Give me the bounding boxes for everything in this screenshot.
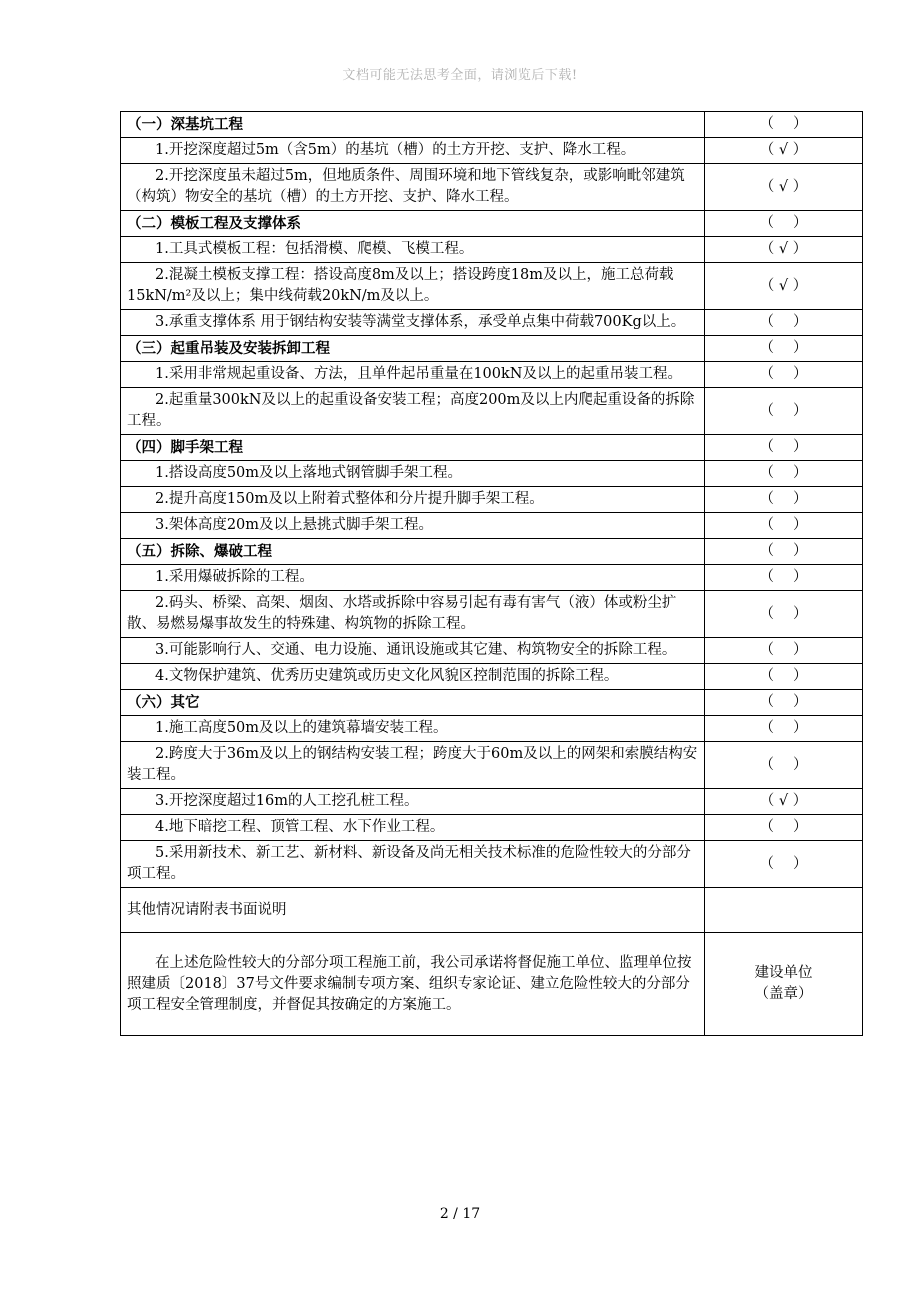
other-note-row [121, 888, 863, 933]
item-row [121, 138, 863, 164]
section-row [121, 211, 863, 237]
section-row [121, 539, 863, 565]
item-row [121, 591, 863, 638]
item-row [121, 841, 863, 888]
check-mark: （ ） [705, 565, 863, 591]
item-text: 1.施工高度50m及以上的建筑幕墙安装工程。 [121, 716, 705, 742]
section-heading: （三）起重吊装及安装拆卸工程 [121, 336, 705, 362]
item-text: 1.采用非常规起重设备、方法，且单件起吊重量在100kN及以上的起重吊装工程。 [121, 362, 705, 388]
section-heading: （四）脚手架工程 [121, 435, 705, 461]
item-text: 1.采用爆破拆除的工程。 [121, 565, 705, 591]
item-row [121, 664, 863, 690]
section-row [121, 435, 863, 461]
seal-stamp-label: （盖章） [754, 986, 813, 1002]
check-mark: （ √ ） [705, 164, 863, 211]
check-mark: （ ） [705, 435, 863, 461]
item-text: 4.文物保护建筑、优秀历史建筑或历史文化风貌区控制范围的拆除工程。 [121, 664, 705, 690]
seal-unit-label: 建设单位 [754, 965, 813, 981]
seal-cell [705, 933, 863, 1036]
item-text: 2.起重量300kN及以上的起重设备安装工程；高度200m及以上内爬起重设备的拆除工程。 [121, 388, 705, 435]
item-text: 4.地下暗挖工程、顶管工程、水下作业工程。 [121, 815, 705, 841]
item-row [121, 388, 863, 435]
section-row [121, 336, 863, 362]
check-mark: （ ） [705, 362, 863, 388]
item-row [121, 310, 863, 336]
check-mark: （ ） [705, 336, 863, 362]
check-mark: （ ） [705, 487, 863, 513]
check-mark: （ ） [705, 112, 863, 138]
item-row [121, 263, 863, 310]
check-mark: （ ） [705, 539, 863, 565]
item-row [121, 815, 863, 841]
check-mark: （ ） [705, 310, 863, 336]
item-row [121, 742, 863, 789]
check-mark: （ ） [705, 638, 863, 664]
item-row [121, 461, 863, 487]
item-row [121, 565, 863, 591]
section-heading: （一）深基坑工程 [121, 112, 705, 138]
other-note-blank [705, 888, 863, 933]
item-text: 1.开挖深度超过5m（含5m）的基坑（槽）的土方开挖、支护、降水工程。 [121, 138, 705, 164]
check-mark: （ √ ） [705, 263, 863, 310]
check-mark: （ √ ） [705, 138, 863, 164]
checklist-body [121, 112, 863, 888]
item-text: 3.架体高度20m及以上悬挑式脚手架工程。 [121, 513, 705, 539]
check-mark: （ ） [705, 716, 863, 742]
item-text: 3.可能影响行人、交通、电力设施、通讯设施或其它建、构筑物安全的拆除工程。 [121, 638, 705, 664]
check-mark: （ ） [705, 664, 863, 690]
item-row [121, 716, 863, 742]
item-text: 1.工具式模板工程：包括滑模、爬模、飞模工程。 [121, 237, 705, 263]
item-row [121, 487, 863, 513]
check-mark: （ √ ） [705, 789, 863, 815]
other-note: 其他情况请附表书面说明 [121, 888, 705, 933]
item-text: 2.提升高度150m及以上附着式整体和分片提升脚手架工程。 [121, 487, 705, 513]
commitment-text: 在上述危险性较大的分部分项工程施工前，我公司承诺将督促施工单位、监理单位按照建质〔2018〕37号文件要求编制专项方案、组织专家论证、建立危险性较大的分部分项工程安全管理制度，并督促其按确定的方案施工。 [121, 933, 705, 1036]
page-number: 2 / 17 [439, 1206, 481, 1222]
commitment-row [121, 933, 863, 1036]
item-text: 1.搭设高度50m及以上落地式钢管脚手架工程。 [121, 461, 705, 487]
item-row [121, 513, 863, 539]
item-text: 2.混凝土模板支撑工程：搭设高度8m及以上；搭设跨度18m及以上，施工总荷载15kN/m²及以上；集中线荷载20kN/m及以上。 [121, 263, 705, 310]
item-row [121, 789, 863, 815]
check-mark: （ ） [705, 841, 863, 888]
check-mark: （ ） [705, 815, 863, 841]
item-row [121, 164, 863, 211]
section-row [121, 690, 863, 716]
item-row [121, 362, 863, 388]
check-mark: （ ） [705, 742, 863, 789]
item-row [121, 237, 863, 263]
check-mark: （ ） [705, 591, 863, 638]
item-text: 5.采用新技术、新工艺、新材料、新设备及尚无相关技术标准的危险性较大的分部分项工程。 [121, 841, 705, 888]
item-text: 3.开挖深度超过16m的人工挖孔桩工程。 [121, 789, 705, 815]
item-text: 2.跨度大于36m及以上的钢结构安装工程；跨度大于60m及以上的网架和索膜结构安装工程。 [121, 742, 705, 789]
item-text: 2.码头、桥梁、高架、烟囱、水塔或拆除中容易引起有毒有害气（液）体或粉尘扩散、易燃易爆事故发生的特殊建、构筑物的拆除工程。 [121, 591, 705, 638]
section-heading: （六）其它 [121, 690, 705, 716]
item-row [121, 638, 863, 664]
check-mark: （ ） [705, 461, 863, 487]
section-heading: （五）拆除、爆破工程 [121, 539, 705, 565]
check-mark: （ ） [705, 388, 863, 435]
check-mark: （ ） [705, 690, 863, 716]
hazard-checklist-table [120, 111, 863, 1036]
check-mark: （ ） [705, 211, 863, 237]
item-text: 2.开挖深度虽未超过5m，但地质条件、周围环境和地下管线复杂，或影响毗邻建筑（构筑）物安全的基坑（槽）的土方开挖、支护、降水工程。 [121, 164, 705, 211]
section-row [121, 112, 863, 138]
watermark-text: 文档可能无法思考全面，请浏览后下载! [342, 68, 578, 83]
section-heading: （二）模板工程及支撑体系 [121, 211, 705, 237]
check-mark: （ ） [705, 513, 863, 539]
check-mark: （ √ ） [705, 237, 863, 263]
item-text: 3.承重支撑体系 用于钢结构安装等满堂支撑体系，承受单点集中荷载700Kg以上。 [121, 310, 705, 336]
